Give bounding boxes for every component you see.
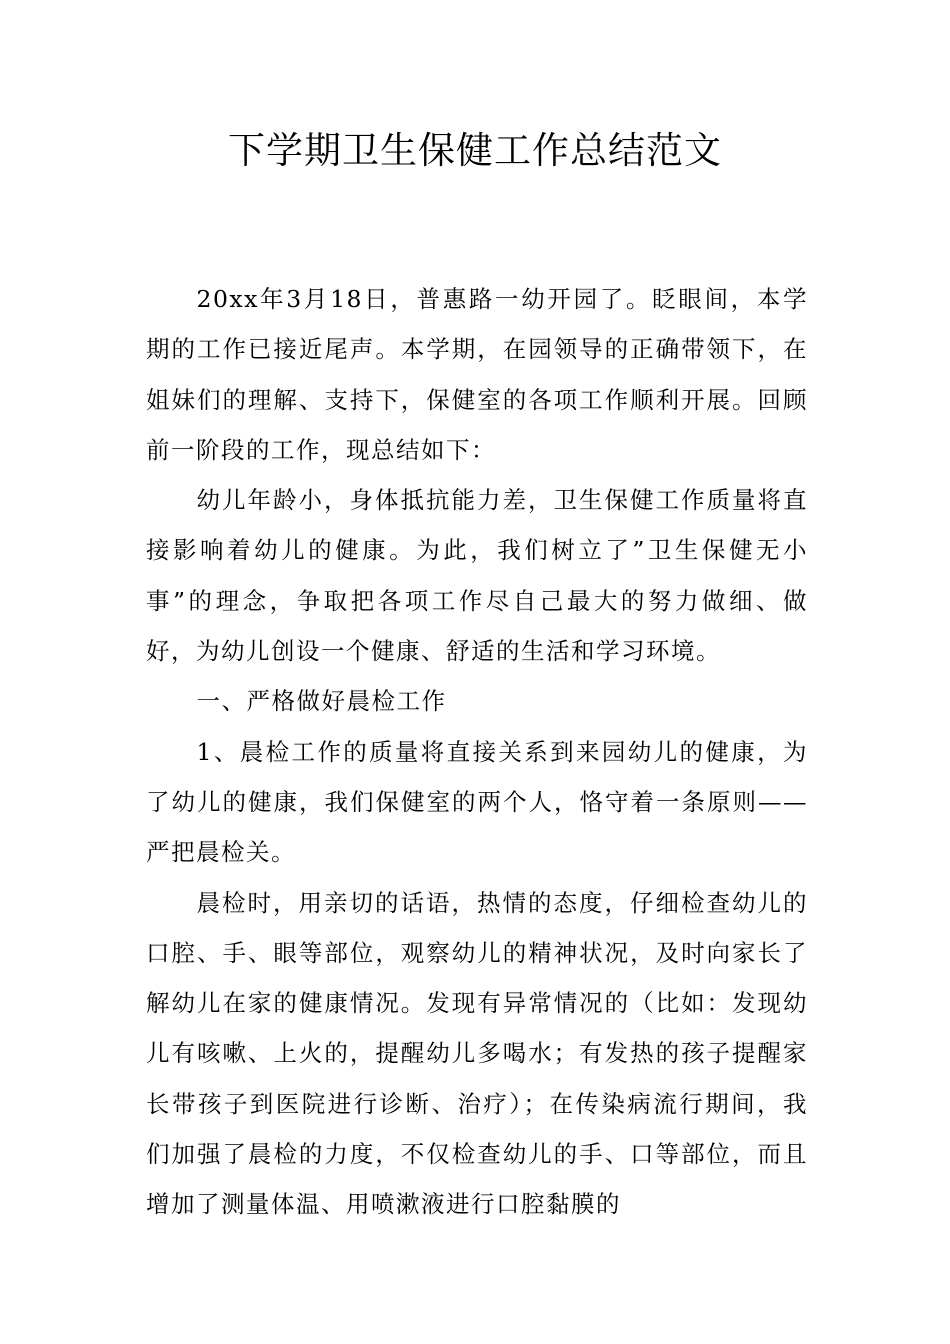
paragraph-philosophy: 幼儿年龄小，身体抵抗能力差，卫生保健工作质量将直接影响着幼儿的健康。为此，我们树立了”卫生保健无小事”的理念，争取把各项工作尽自己最大的努力做细、做好，为幼儿创设一个健康、舒适的生活和学习环境。 [146, 486, 808, 666]
paragraph-intro: 20xx年3月18日，普惠路一幼开园了。眨眼间，本学期的工作已接近尾声。本学期，在园领导的正确带领下，在姐妹们的理解、支持下，保健室的各项工作顺利开展。回顾前一阶段的工作，现总结如下： [146, 285, 808, 464]
paragraph-morning-check-principle: 1、晨检工作的质量将直接关系到来园幼儿的健康，为了幼儿的健康，我们保健室的两个人，恪守着一条原则——严把晨检关。 [146, 737, 808, 867]
section-heading-morning-check: 一、严格做好晨检工作 [196, 687, 447, 716]
paragraph-morning-check-details: 晨检时，用亲切的话语，热情的态度，仔细检查幼儿的口腔、手、眼等部位，观察幼儿的精神状况，及时向家长了解幼儿在家的健康情况。发现有异常情况的（比如：发现幼儿有咳嗽、上火的，提醒幼儿多喝水；有发热的孩子提醒家长带孩子到医院进行诊断、治疗）；在传染病流行期间，我们加强了晨检的力度，不仅检查幼儿的手、口等部位，而且增加了测量体温、用喷漱液进行口腔黏膜的 [146, 888, 808, 1219]
document-title: 下学期卫生保健工作总结范文 [228, 129, 722, 172]
document-body [146, 274, 808, 1230]
